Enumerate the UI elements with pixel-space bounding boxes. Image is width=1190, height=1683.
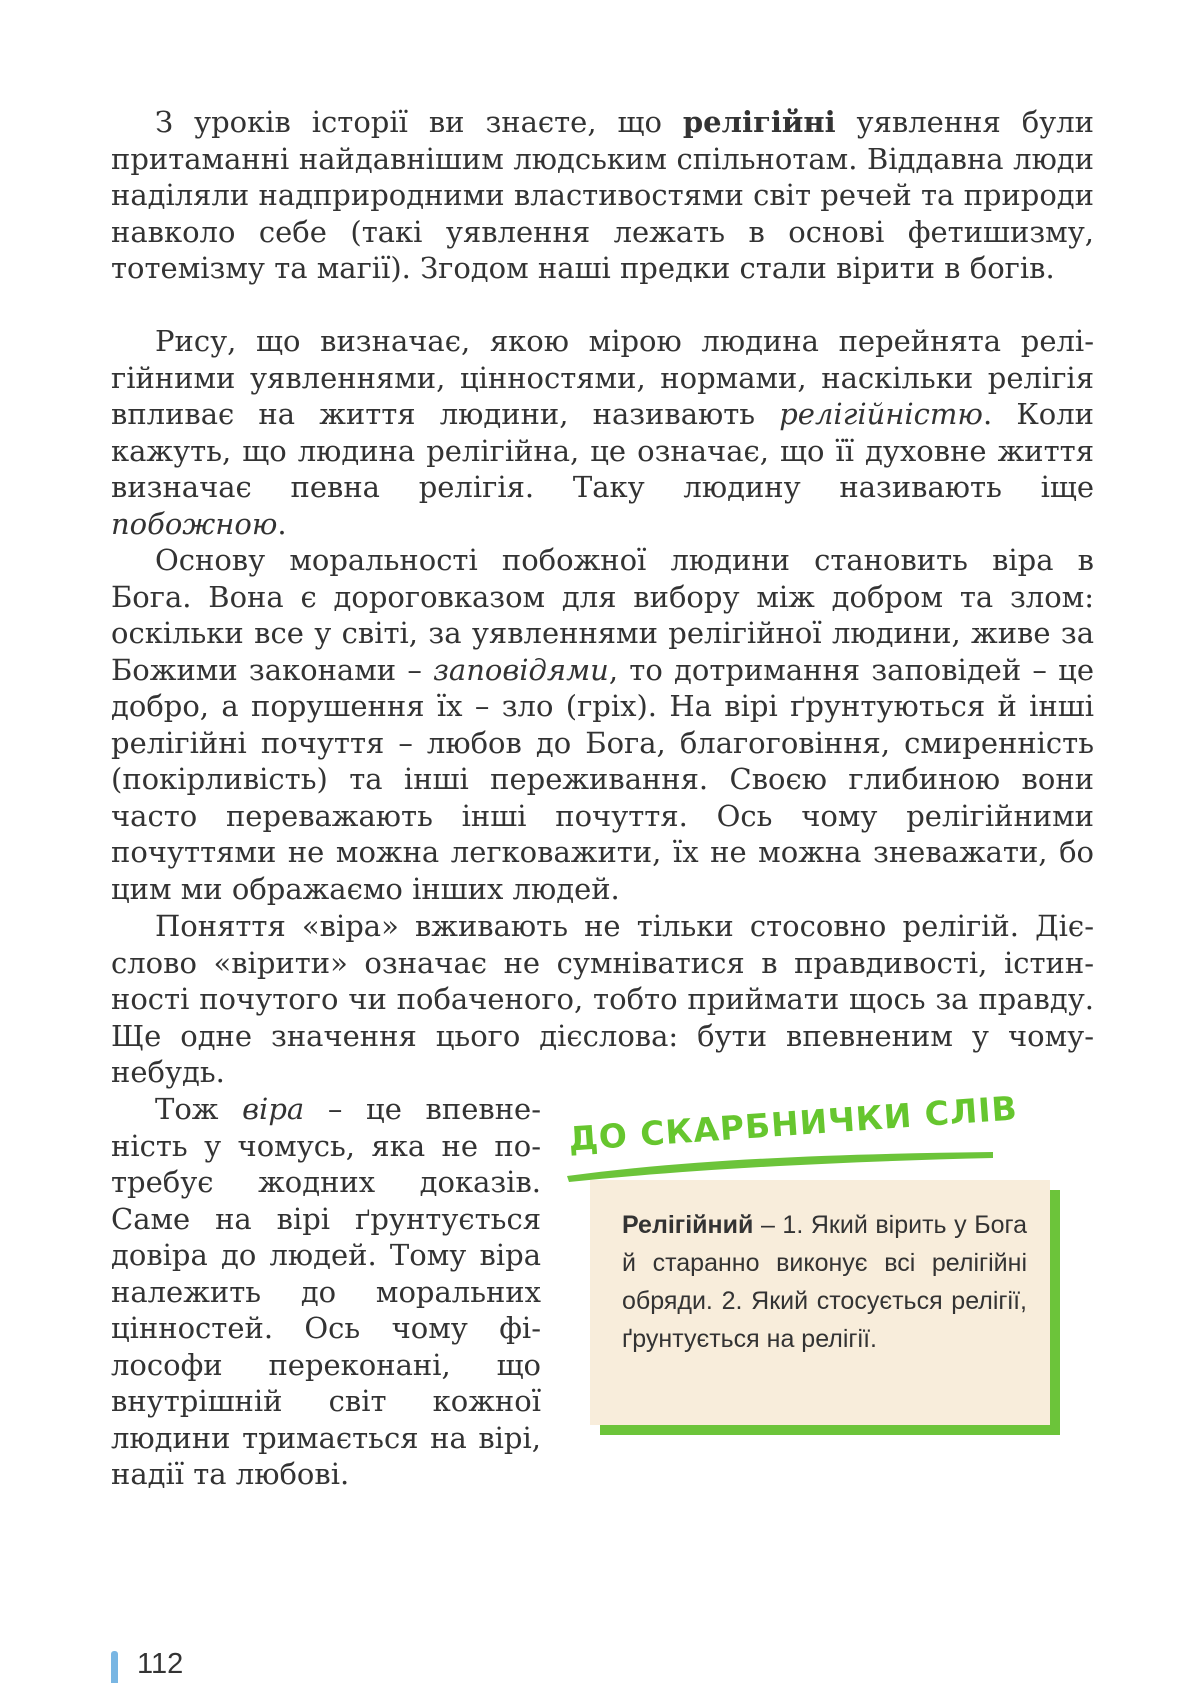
paragraph-4: [111, 908, 1094, 1091]
paragraph-2: [111, 323, 1094, 542]
vocab-definition: – 1. Який вірить у Бога й старанно виконує всі релігійні обряди. 2. Який стосується релігії, ґрунтується на релігії.: [622, 1211, 1027, 1353]
text-run: Тож: [155, 1092, 243, 1126]
text-run: Поняття «віра» вживають не тільки стосовно релігій. Дієслово «вірити» означає не сумніватися в правдивості, істинності почутого чи побаченого, тобто приймати щось за правду. Ще одне значення цього дієслова: бути впевненим у чому-небудь.: [111, 909, 1094, 1089]
text-run: . Коли кажуть, що людина релігійна, це означає, що її духовне життя визначає певна релігія. Таку людину називають іще: [111, 397, 1094, 504]
text-run: – це впевненість у чомусь, яка не потребує жодних доказів. Саме на вірі ґрунтується довіра до людей. Тому віра належить до моральних цінностей. Ось чому філософи переконані, що внутрішній світ кожної людини тримається на вірі, надії та любові.: [111, 1092, 541, 1491]
page-number: 112: [137, 1648, 184, 1680]
term-religiosity: релігійністю: [779, 397, 983, 431]
page-number-bar: [111, 1651, 118, 1683]
term-commandments: заповідями: [433, 652, 609, 687]
text-run: Основу моральності побожної людини становить віра в Бога. Вона є дороговказом для вибору між добром та злом: оскільки все у світі, за уявленнями релігійної людини, живе за Божими законами –: [111, 543, 1094, 687]
keyword-religious: релігійні: [682, 105, 836, 139]
vocab-term: Релігійний: [622, 1211, 754, 1239]
text-run: Рису, що визначає, якою мірою людина перейнята релігійними уявленнями, цінностями, нормами, наскільки релігія впливає на життя людини, називають: [111, 324, 1094, 431]
term-faith: віра: [242, 1092, 305, 1126]
vocab-entry: [622, 1206, 1027, 1358]
text-run: .: [277, 506, 287, 541]
paragraph-3: [111, 542, 1094, 907]
paragraph-1: [111, 104, 1094, 287]
vocab-heading: ДО СКАРБНИЧКИ СЛІВ: [567, 1088, 1019, 1159]
text-run: уявлення були притаманні найдавнішим людським спільнотам. Віддавна люди наділяли надприродними властивостями світ речей та природи навколо себе (такі уявлення лежать в основі фетишизму, тотемізму та магії). Згодом наші предки стали вірити в богів.: [111, 105, 1094, 285]
term-pious: побожною: [111, 506, 278, 541]
paragraph-5: [111, 1091, 541, 1493]
vocab-box: [590, 1180, 1050, 1425]
text-run: З уроків історії ви знаєте, що: [155, 105, 683, 139]
text-run: , то дотримання заповідей – це добро, а порушення їх – зло (гріх). На вірі ґрунтуються й інші релігійні почуття – любов до Бога, благоговіння, смиренність (покірливість) та інші переживання. Своєю глибиною вони часто переважають інші почуття. Ось чому релігійними почуттями не можна легковажити, їх не можна зневажати, бо цим ми ображаємо інших людей.: [111, 652, 1094, 906]
